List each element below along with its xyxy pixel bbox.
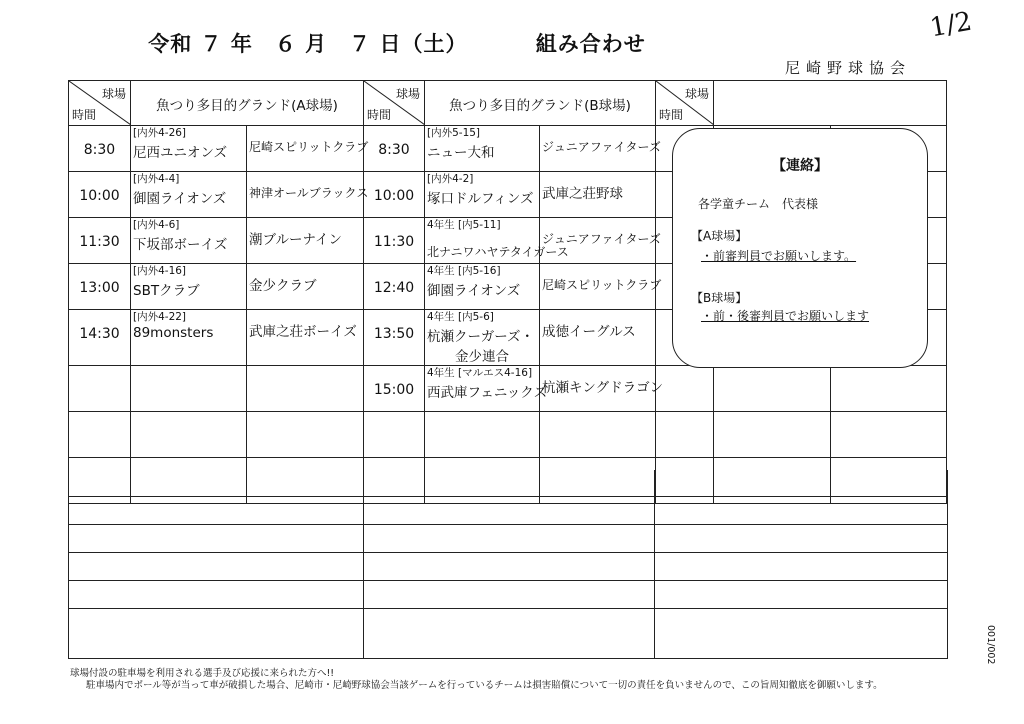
away-team: 尼崎スピリットクラブ (542, 278, 662, 292)
game-code: [内外4-16] (133, 265, 187, 277)
home-team: 御園ライオンズ (427, 283, 521, 299)
away-team: 武庫之荘ボーイズ (249, 324, 357, 340)
game-time: 10:00 (373, 188, 415, 204)
game-time: 14:30 (79, 326, 120, 342)
time-cell (69, 310, 131, 366)
game-time: 11:30 (79, 234, 120, 250)
contact-box (672, 128, 928, 368)
away-team-cell (247, 172, 369, 218)
away-team: ジュニアファイターズ (542, 140, 661, 154)
header-corner-a (69, 81, 131, 126)
time-cell (364, 310, 425, 366)
empty-cell (831, 366, 947, 412)
home-team: SBTクラブ (133, 283, 200, 299)
home-team-cell (131, 366, 247, 412)
away-team-cell (247, 310, 364, 366)
time-cell (69, 264, 131, 310)
game-code: [内外4-2] (427, 173, 474, 185)
venue-b-header: 魚つり多目的グランド(B球場) (425, 81, 656, 126)
away-team-cell (540, 172, 656, 218)
venue-a-label: 【A球場】 (691, 229, 748, 243)
home-team-cell (131, 218, 247, 264)
home-team: 尼西ユニオンズ (133, 145, 228, 161)
footer-note: 駐車場内でボール等が当って車が破損した場合、尼崎市・尼崎野球協会当該ゲームを行っているチームは損害賠償について一切の責任を負いませんので、この旨周知徹底を御願いします。 (86, 680, 883, 691)
venue-b-instruction: ・前・後審判員でお願いします (701, 309, 870, 323)
home-team-cell (131, 412, 247, 458)
home-team-cell (425, 366, 548, 412)
time-cell (364, 264, 425, 310)
venue-b-label: 【B球場】 (691, 291, 748, 305)
page-number: 1/2 (927, 6, 975, 44)
home-team-cell (131, 264, 247, 310)
away-team-cell (247, 366, 364, 412)
game-code: [内外5-15] (427, 127, 481, 139)
time-cell (364, 126, 425, 172)
home-team-cell (425, 218, 569, 264)
home-team-cell (131, 126, 247, 172)
time-cell (69, 218, 131, 264)
home-team: 御園ライオンズ (133, 191, 227, 207)
empty-cell (656, 366, 714, 412)
away-team-cell (247, 264, 364, 310)
home-team-cell (425, 264, 540, 310)
time-cell (364, 366, 425, 412)
away-team: 潮ブルーナイン (249, 232, 343, 248)
game-code: 4年生 [内5-16] (427, 265, 501, 277)
home-team: 西武庫フェニックス (427, 385, 548, 401)
empty-cell (714, 366, 831, 412)
game-code: [内外4-6] (133, 219, 180, 231)
away-team-cell (247, 412, 364, 458)
game-code: [内外4-26] (133, 127, 187, 139)
game-code: 4年生 [内5-6] (427, 311, 494, 323)
game-time: 8:30 (378, 142, 410, 158)
venue-c-header (714, 81, 947, 126)
time-cell (364, 412, 425, 458)
document-kind: 組み合わせ (535, 32, 646, 56)
away-team: 神津オールブラックス (249, 186, 369, 200)
game-time: 10:00 (79, 188, 120, 204)
schedule-row (69, 366, 947, 412)
page-title (0, 28, 1024, 58)
organizer: 尼崎野球協会 (785, 59, 912, 77)
home-team-cell (425, 126, 540, 172)
away-team: 杭瀬キングドラゴン (542, 380, 664, 396)
time-cell (364, 218, 425, 264)
away-team-cell (247, 218, 364, 264)
away-team-cell (540, 264, 662, 310)
away-team: 尼崎スピリットクラブ (249, 140, 369, 154)
away-team-cell (540, 310, 656, 366)
home-team-cell (131, 310, 247, 366)
empty-cell (831, 412, 947, 458)
game-time: 13:00 (79, 280, 120, 296)
home-team: 北ナニワハヤテタイガース (427, 245, 569, 259)
document-id: 001/002 (985, 625, 996, 665)
event-date: 令和 ７ 年 ６ 月 ７ 日（土） (148, 32, 468, 56)
game-code: 4年生 [内5-11] (427, 219, 501, 231)
header-corner-c: 球場 時間 (656, 81, 714, 126)
empty-cell (714, 412, 831, 458)
venue-a-header: 魚つり多目的グランド(A球場) (131, 81, 364, 126)
home-team-cell (425, 310, 540, 366)
contact-title: 【連絡】 (772, 158, 828, 174)
empty-cell (656, 412, 714, 458)
away-team-cell (540, 126, 661, 172)
away-team-cell (540, 366, 664, 412)
game-time: 12:40 (373, 280, 415, 296)
game-code: 4年生 [マルエス4-16] (427, 367, 533, 379)
away-team: 成徳イーグルス (542, 324, 636, 340)
game-code: [内外4-22] (133, 311, 187, 323)
away-team: ジュニアファイターズ (542, 232, 661, 246)
game-time: 13:50 (373, 326, 415, 342)
venue-a-instruction: ・前審判員でお願いします。 (701, 249, 857, 263)
home-team-cell (425, 412, 540, 458)
time-cell (69, 366, 131, 412)
time-cell (364, 172, 425, 218)
home-team: 塚口ドルフィンズ (427, 191, 534, 207)
notes-area (68, 470, 948, 659)
home-team-line2: 金少連合 (455, 349, 509, 365)
time-cell (69, 126, 131, 172)
home-team-cell (425, 172, 540, 218)
away-team-cell (540, 412, 656, 458)
contact-line: 各学童チーム 代表様 (698, 197, 819, 211)
away-team-cell (247, 126, 369, 172)
time-cell (69, 412, 131, 458)
home-team: 89monsters (133, 325, 214, 341)
time-label: 時間 (72, 108, 97, 122)
schedule-row (69, 412, 947, 458)
game-time: 11:30 (373, 234, 415, 250)
home-team: ニュー大和 (427, 145, 495, 161)
home-team-cell (131, 172, 247, 218)
game-time: 8:30 (83, 142, 116, 158)
footer-note-title: 球場付設の駐車場を利用される選手及び応援に来られた方へ!! (70, 668, 335, 679)
home-team: 下坂部ボーイズ (133, 237, 228, 253)
game-code: [内外4-4] (133, 173, 180, 185)
time-cell (69, 172, 131, 218)
field-label: 球場 (101, 87, 126, 101)
header-corner-b: 球場 時間 (364, 81, 425, 126)
home-team: 杭瀬クーガーズ・ (427, 329, 535, 345)
game-time: 15:00 (373, 382, 415, 398)
away-team: 武庫之荘野球 (542, 186, 623, 202)
away-team: 金少クラブ (249, 278, 317, 294)
